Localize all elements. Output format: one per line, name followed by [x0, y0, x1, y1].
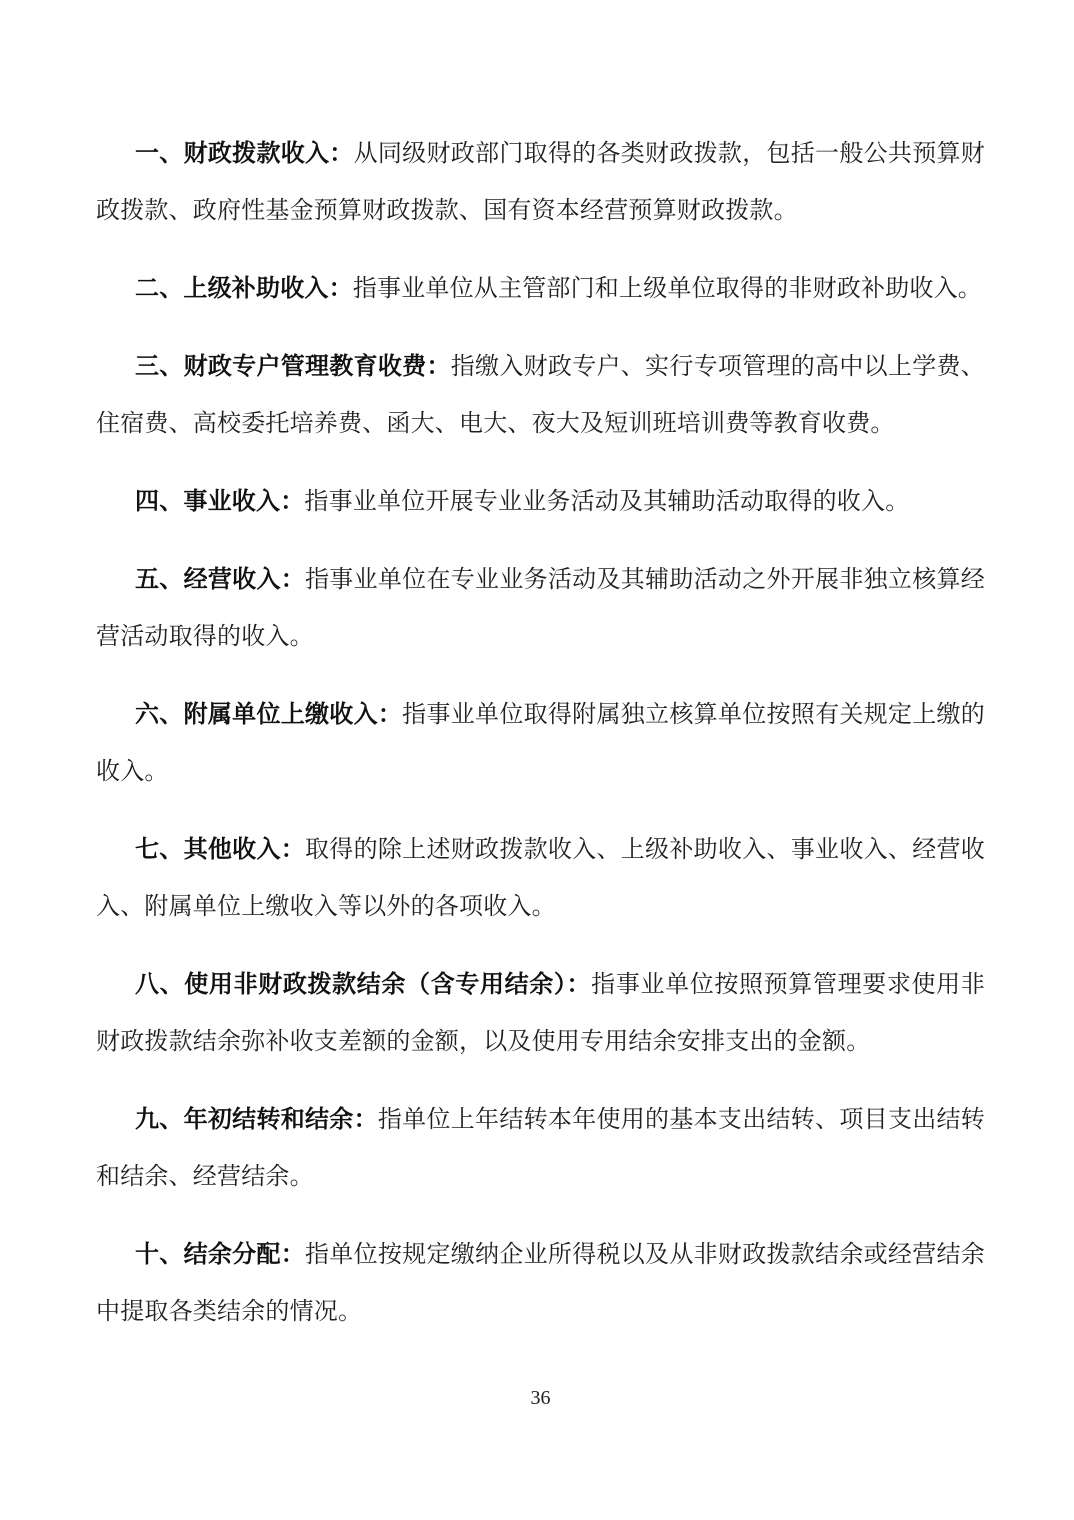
term-label: 三、财政专户管理教育收费： — [135, 354, 451, 380]
term-definition: 指事业单位从主管部门和上级单位取得的非财政补助收入。 — [352, 276, 983, 302]
term-label: 七、其他收入： — [135, 837, 306, 863]
term-label: 二、上级补助收入： — [135, 276, 353, 302]
term-definition: 指单位上年结转本年使用的基本支出结转、项目支出结转和结余、经营结余。 — [96, 1107, 986, 1190]
definition-paragraph — [96, 339, 985, 453]
term-definition: 指事业单位按照预算管理要求使用非财政拨款结余弥补收支差额的金额，以及使用专用结余安排支出的金额。 — [96, 972, 985, 1055]
term-label: 六、附属单位上缴收入： — [135, 702, 403, 728]
definition-paragraph — [96, 126, 985, 240]
term-definition: 指事业单位取得附属独立核算单位按照有关规定上缴的收入。 — [96, 702, 985, 785]
term-label: 八、使用非财政拨款结余（含专用结余）： — [135, 972, 592, 998]
term-label: 十、结余分配： — [135, 1242, 306, 1268]
document-body — [96, 126, 985, 1341]
term-label: 九、年初结转和结余： — [135, 1107, 378, 1133]
term-label: 五、经营收入： — [135, 567, 306, 593]
definition-paragraph — [96, 957, 985, 1071]
definition-paragraph — [96, 552, 985, 666]
page-number: 36 — [530, 1387, 551, 1409]
term-label: 四、事业收入： — [135, 489, 305, 515]
term-definition: 从同级财政部门取得的各类财政拨款，包括一般公共预算财政拨款、政府性基金预算财政拨款、国有资本经营预算财政拨款。 — [96, 141, 985, 224]
term-definition: 指事业单位开展专业业务活动及其辅助活动取得的收入。 — [304, 489, 910, 515]
definition-paragraph — [96, 687, 985, 801]
definition-paragraph — [96, 822, 985, 936]
page-footer — [96, 1385, 985, 1411]
term-definition: 指单位按规定缴纳企业所得税以及从非财政拨款结余或经营结余中提取各类结余的情况。 — [96, 1242, 985, 1325]
term-label: 一、财政拨款收入： — [135, 141, 354, 167]
term-definition: 指事业单位在专业业务活动及其辅助活动之外开展非独立核算经营活动取得的收入。 — [96, 567, 985, 650]
definition-paragraph — [96, 1227, 985, 1341]
term-definition: 指缴入财政专户、实行专项管理的高中以上学费、住宿费、高校委托培养费、函大、电大、夜大及短训班培训费等教育收费。 — [96, 354, 985, 437]
definition-paragraph — [96, 474, 985, 531]
definition-paragraph — [96, 261, 985, 318]
term-definition: 取得的除上述财政拨款收入、上级补助收入、事业收入、经营收入、附属单位上缴收入等以外的各项收入。 — [96, 837, 985, 920]
definition-paragraph — [96, 1092, 985, 1206]
